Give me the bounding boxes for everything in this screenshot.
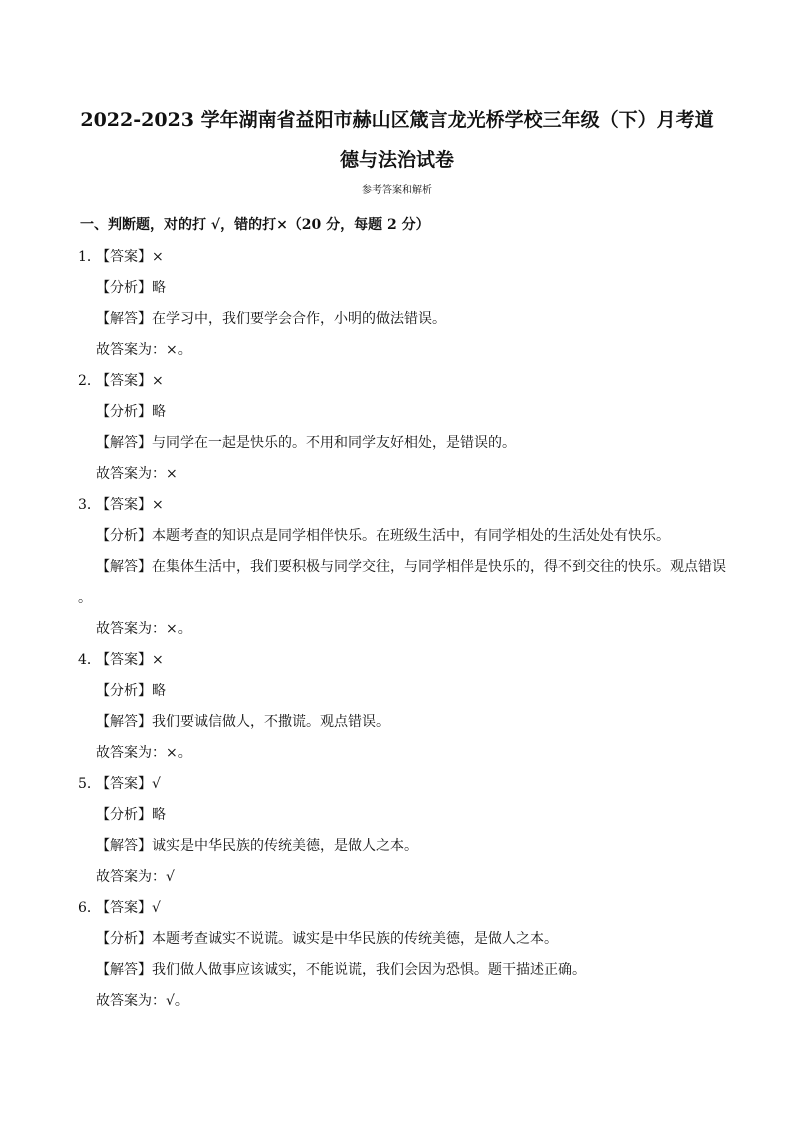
question-number: 3． [78, 497, 101, 513]
answer-label: 【答案】 [96, 373, 152, 389]
solution-text: 我们做人做事应该诚实，不能说谎，我们会因为恐惧。题干描述正确。 [152, 962, 586, 978]
question-number: 4． [78, 652, 101, 668]
question-number: 2． [78, 373, 101, 389]
question-number: 6． [78, 900, 101, 916]
final-answer-text: 故答案为：×。 [96, 342, 192, 358]
answer-value: × [152, 249, 164, 265]
answer-value: × [152, 497, 164, 513]
final-answer-row [0, 862, 794, 893]
answer-value: √ [152, 776, 161, 792]
answer-value: × [152, 373, 164, 389]
answer-label: 【答案】 [96, 652, 152, 668]
title-line-2: 德与法治试卷 [339, 149, 454, 171]
analysis-row [0, 676, 794, 707]
analysis-row [0, 521, 794, 552]
answer-row [0, 893, 794, 924]
solution-label: 【解答】 [96, 838, 152, 854]
answer-label: 【答案】 [96, 900, 152, 916]
final-answer-row [0, 738, 794, 769]
final-answer-text: 故答案为：×。 [96, 621, 192, 637]
question-block [0, 893, 794, 1017]
solution-label: 【解答】 [96, 435, 152, 451]
analysis-label: 【分析】 [96, 528, 152, 544]
question-block [0, 645, 794, 769]
analysis-label: 【分析】 [96, 807, 152, 823]
solution-text: 我们要诚信做人，不撒谎。观点错误。 [152, 714, 390, 730]
analysis-row [0, 273, 794, 304]
question-block [0, 490, 794, 645]
solution-label: 【解答】 [96, 559, 152, 575]
final-answer-row [0, 614, 794, 645]
analysis-text: 略 [152, 404, 166, 420]
solution-row [0, 552, 794, 583]
analysis-row [0, 397, 794, 428]
answer-row [0, 366, 794, 397]
final-answer-row [0, 335, 794, 366]
analysis-label: 【分析】 [96, 404, 152, 420]
solution-row [0, 304, 794, 335]
answer-label: 【答案】 [96, 249, 152, 265]
document-title [60, 100, 734, 180]
answer-value: × [152, 652, 164, 668]
solution-text: 在集体生活中，我们要积极与同学交往，与同学相伴是快乐的，得不到交往的快乐。观点错误 [152, 559, 726, 575]
solution-text: 在学习中，我们要学会合作，小明的做法错误。 [152, 311, 446, 327]
solution-label: 【解答】 [96, 311, 152, 327]
final-answer-text: 故答案为：× [96, 466, 178, 482]
answer-row [0, 490, 794, 521]
analysis-text: 略 [152, 280, 166, 296]
analysis-row [0, 800, 794, 831]
question-list [0, 242, 794, 1017]
document-subtitle: 参考答案和解析 [362, 185, 432, 196]
solution-row [0, 831, 794, 862]
solution-text: 与同学在一起是快乐的。不用和同学友好相处，是错误的。 [152, 435, 516, 451]
analysis-text: 略 [152, 807, 166, 823]
answer-label: 【答案】 [96, 497, 152, 513]
solution-label: 【解答】 [96, 714, 152, 730]
analysis-text: 本题考查的知识点是同学相伴快乐。在班级生活中，有同学相处的生活处处有快乐。 [152, 528, 670, 544]
analysis-label: 【分析】 [96, 280, 152, 296]
final-answer-row [0, 459, 794, 490]
question-number: 1． [78, 249, 101, 265]
final-answer-text: 故答案为：×。 [96, 745, 192, 761]
solution-row [0, 955, 794, 986]
answer-value: √ [152, 900, 161, 916]
solution-continuation: 。 [78, 590, 92, 606]
analysis-label: 【分析】 [96, 683, 152, 699]
question-block [0, 242, 794, 366]
answer-row [0, 645, 794, 676]
analysis-label: 【分析】 [96, 931, 152, 947]
final-answer-text: 故答案为：√ [96, 869, 175, 885]
question-block [0, 769, 794, 893]
solution-text: 诚实是中华民族的传统美德，是做人之本。 [152, 838, 418, 854]
solution-row [0, 707, 794, 738]
answer-label: 【答案】 [96, 776, 152, 792]
solution-label: 【解答】 [96, 962, 152, 978]
section-heading: 一、判断题，对的打 √，错的打×（20 分，每题 2 分） [80, 217, 430, 233]
solution-row [0, 428, 794, 459]
analysis-text: 本题考查诚实不说谎。诚实是中华民族的传统美德，是做人之本。 [152, 931, 558, 947]
analysis-text: 略 [152, 683, 166, 699]
analysis-row [0, 924, 794, 955]
answer-row [0, 769, 794, 800]
final-answer-row [0, 986, 794, 1017]
final-answer-text: 故答案为：√。 [96, 993, 189, 1009]
question-number: 5． [78, 776, 101, 792]
title-line-1: 2022-2023 学年湖南省益阳市赫山区箴言龙光桥学校三年级（下）月考道 [80, 109, 714, 131]
question-block [0, 366, 794, 490]
answer-row [0, 242, 794, 273]
